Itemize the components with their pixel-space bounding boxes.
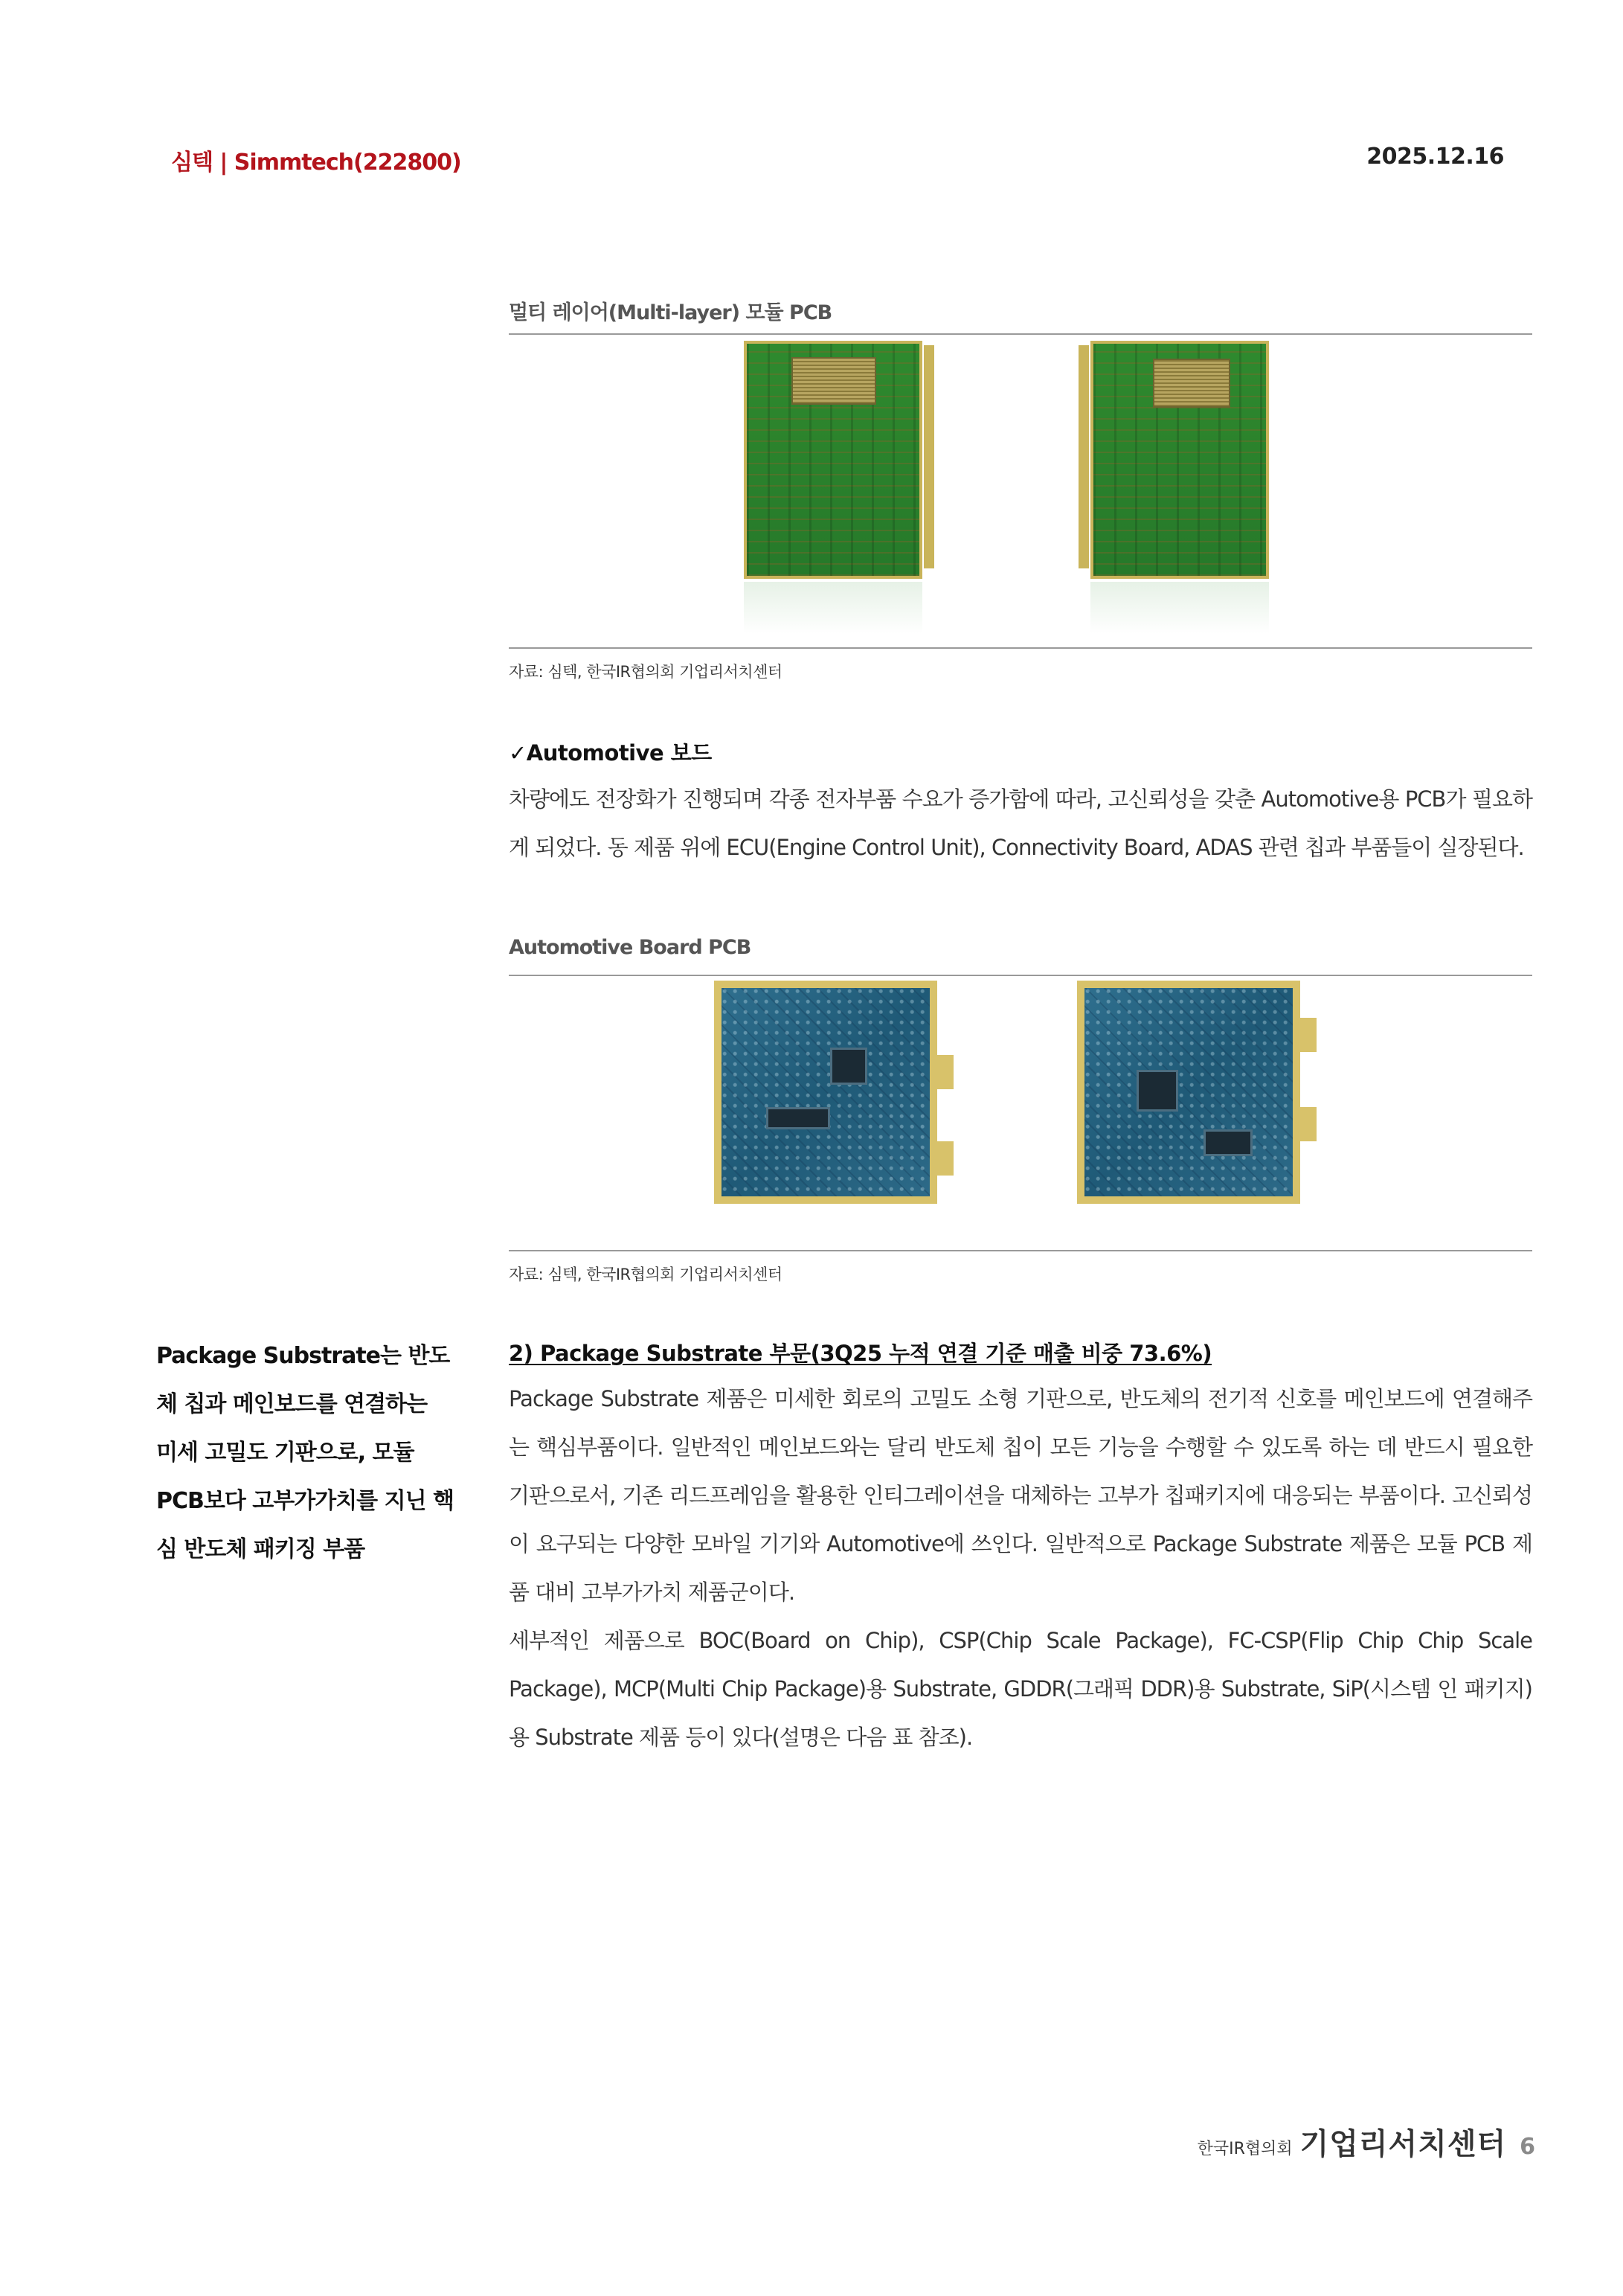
page-number: 6 [1520,2134,1535,2160]
board-connector-tab [1300,1018,1317,1052]
automotive-heading: ✓Automotive 보드 [509,740,712,766]
board-chip [791,357,876,405]
package-substrate-heading: 2) Package Substrate 부문(3Q25 누적 연결 기준 매출 비중 73.6%) [509,1341,1212,1366]
figure2-source: 자료: 심텍, 한국IR협의회 기업리서치센터 [509,1266,782,1283]
package-substrate-paragraph-2: 세부적인 제품으로 BOC(Board on Chip), CSP(Chip Scale Package), FC-CSP(Flip Chip Chip Scale Package), MCP(Multi Chip Package)용 Substrate, GDDR(그래픽 DDR)용 Substrate, SiP(시스템 인 패키지)용 Substrate 제품 등이 있다(설명은 다음 표 참조). [509,1628,1532,1750]
board-connector-tab [1300,1107,1317,1141]
figure1-source: 자료: 심텍, 한국IR협의회 기업리서치센터 [509,663,782,681]
report-company-header: 심텍 | Simmtech(222800) [171,150,461,176]
footer-research-center: 기업리서치센터 [1299,2127,1507,2161]
automotive-paragraph: 차량에도 전장화가 진행되며 각종 전자부품 수요가 증가함에 따라, 고신뢰성을 갖춘 Automotive용 PCB가 필요하게 되었다. 동 제품 위에 ECU(Engine Control Unit), Connectivity Board, ADAS 관련 칩과 부품들이 실장된다. [509,786,1532,860]
board-edge-rail [924,345,934,568]
automotive-board-left [714,981,937,1204]
footer-organization: 한국IR협의회 [1197,2140,1293,2158]
automotive-board-right [1077,981,1300,1204]
board-memory [766,1107,830,1129]
board-processor [1137,1070,1178,1112]
figure1-image-right [1079,341,1272,646]
multilayer-board-right [1090,341,1269,579]
figure2-image-right [1077,981,1322,1226]
figure2-top-rule [509,975,1532,976]
board-processor [830,1048,867,1085]
side-summary-note: Package Substrate는 반도체 칩과 메인보드를 연결하는 미세 고밀도 기판으로, 모듈 PCB보다 고부가가치를 지닌 핵심 반도체 패키징 부품 [156,1343,454,1562]
figure2-bottom-rule [509,1250,1532,1251]
board-reflection [1090,582,1269,634]
figure1-title: 멀티 레이어(Multi-layer) 모듈 PCB [509,301,832,324]
package-substrate-paragraph-1: Package Substrate 제품은 미세한 회로의 고밀도 소형 기판으로, 반도체의 전기적 신호를 메인보드에 연결해주는 핵심부품이다. 일반적인 메인보드와는 달리 반도체 칩이 모든 기능을 수행할 수 있도록 하는 데 반드시 필요한 기판으로서, 기존 리드프레임을 활용한 인티그레이션을 대체하는 고부가 칩패키지에 대응되는 부품이다. 고신뢰성이 요구되는 다양한 모바일 기기와 Automotive에 쓰인다. 일반적으로 Package Substrate 제품은 모듈 PCB 제품 대비 고부가가치 제품군이다. [509,1386,1532,1605]
figure2-image-left [714,981,960,1226]
report-date: 2025.12.16 [1366,144,1504,170]
board-edge-rail [1079,345,1089,568]
board-chip [1153,359,1230,408]
board-reflection [744,582,922,634]
multilayer-board-left [744,341,922,579]
board-memory [1203,1129,1253,1156]
figure1-top-rule [509,333,1532,335]
figure2-title: Automotive Board PCB [509,936,751,959]
page-footer [1198,2120,1535,2163]
figure1-image-left [744,341,937,646]
figure1-bottom-rule [509,647,1532,649]
board-connector-tab [937,1141,954,1176]
board-connector-tab [937,1055,954,1089]
